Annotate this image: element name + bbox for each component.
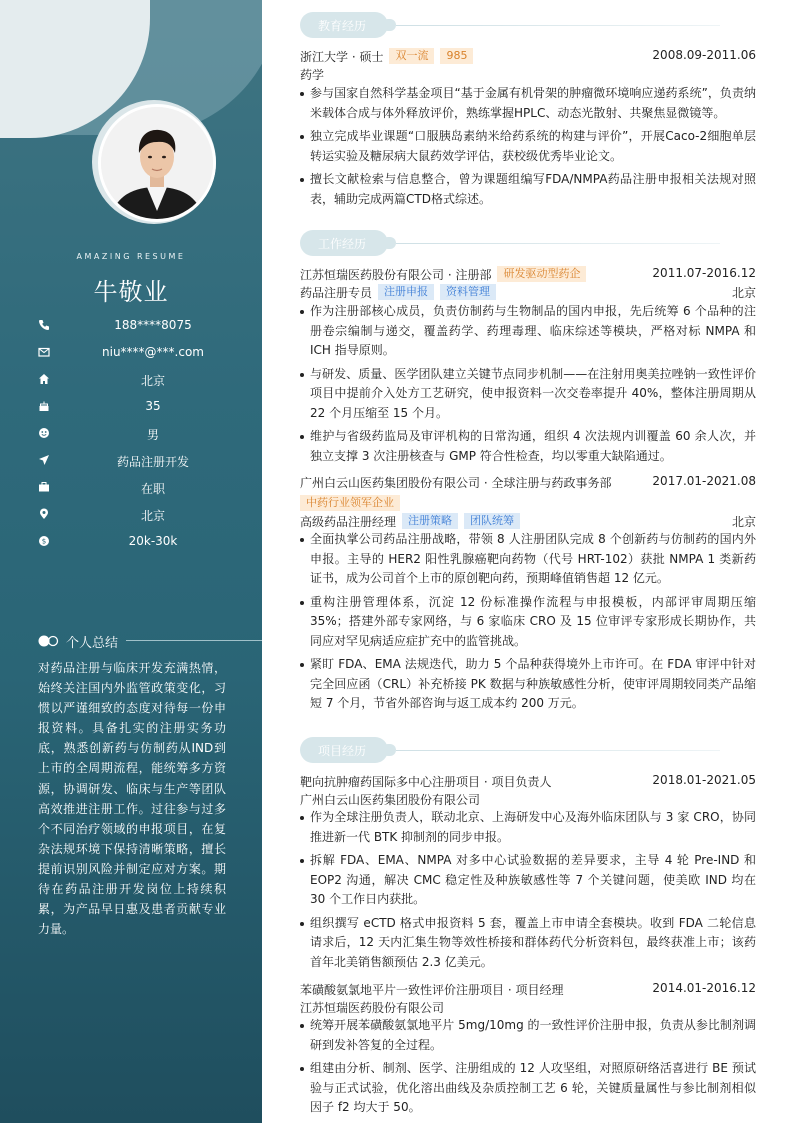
project-header xyxy=(300,773,756,791)
project-org-row xyxy=(300,999,756,1017)
job-city: 北京 xyxy=(731,286,756,300)
email-address: niu****@***.com xyxy=(102,345,204,359)
section-pill-tail xyxy=(382,237,396,249)
age: 35 xyxy=(145,399,161,413)
education-bullets xyxy=(300,84,756,213)
section-divider xyxy=(396,243,720,244)
section-divider xyxy=(396,25,720,26)
info-hometown xyxy=(38,371,238,389)
section-divider xyxy=(396,750,720,751)
role-tag: 资料管理 xyxy=(440,284,496,300)
job-role: 药品注册专员 xyxy=(300,286,373,300)
job-role-row xyxy=(300,284,756,302)
list-item: 作为全球注册负责人，联动北京、上海研发中心及海外临床团队与 3 家 CRO，协同推进新一代 BTK 抑制剂的同步申报。 xyxy=(300,808,756,847)
info-location xyxy=(38,506,238,524)
list-item: 组建由分析、制剂、医学、注册组成的 12 人攻坚组，对照原研络活喜进行 BE 预试验与正式试验，优化溶出曲线及杂质控制工艺 6 轮，关键质量属性与参比制剂相似因子 f2 均大于 50。 xyxy=(300,1059,756,1118)
section-title: 项目经历 xyxy=(318,744,367,758)
mail-icon xyxy=(38,346,50,358)
summary-text: 对药品注册与临床开发充满热情，始终关注国内外监管政策变化，习惯以严谨细致的态度对待每一份申报资料。具备扎实的注册实务功底，熟悉创新药与仿制药从IND到上市的全周期流程，能统筹多方资源，协调研发、临床与生产等团队高效推进注册工作。过往参与过多个不同治疗领域的申报项目，在复杂法规环境下保持清晰策略，擅长提前识别风险并制定应对方案。期待在药品注册开发岗位上持续积累，为产品早日惠及患者贡献专业力量。 xyxy=(38,661,226,937)
job-date: 2011.07-2016.12 xyxy=(652,266,756,280)
role-tag: 注册策略 xyxy=(402,513,458,529)
avatar-portrait xyxy=(101,107,213,219)
education-header xyxy=(300,48,756,66)
project-org: 广州白云山医药集团股份有限公司 xyxy=(300,793,481,807)
project-header xyxy=(300,981,756,999)
info-age xyxy=(38,398,238,416)
gender-icon xyxy=(38,427,50,439)
school-name: 浙江大学 · 硕士 xyxy=(300,50,384,64)
info-status xyxy=(38,479,238,497)
info-phone xyxy=(38,317,238,335)
home-icon xyxy=(38,373,50,385)
cake-icon xyxy=(38,400,50,412)
avatar xyxy=(98,104,216,222)
project-date: 2018.01-2021.05 xyxy=(652,773,756,787)
section-title: 教育经历 xyxy=(318,19,367,33)
info-email xyxy=(38,344,238,362)
list-item: 紧盯 FDA、EMA 法规迭代，助力 5 个品种获得境外上市许可。在 FDA 审评中针对完全回应函（CRL）补充桥接 PK 数据与种族敏感性分析，使审评周期较同类产品缩短 7 个月，节省外部咨询与返工成本约 200 万元。 xyxy=(300,655,756,714)
target-position: 药品注册开发 xyxy=(116,455,189,469)
toggle-icon xyxy=(38,634,60,648)
project-date: 2014.01-2016.12 xyxy=(652,981,756,995)
hometown: 北京 xyxy=(140,374,165,388)
info-salary xyxy=(38,533,238,551)
project-bullets xyxy=(300,1016,756,1122)
list-item: 参与国家自然科学基金项目“基于金属有机骨架的肿瘤微环境响应递药系统”，负责纳米载体合成与体外释放评价，熟练掌握HPLC、动态光散射、共聚焦显微镜等。 xyxy=(300,84,756,123)
job-date: 2017.01-2021.08 xyxy=(652,474,756,488)
job-role-row xyxy=(300,513,756,531)
project-name: 苯磺酸氨氯地平片一致性评价注册项目 · 项目经理 xyxy=(300,983,564,997)
summary-divider xyxy=(126,640,262,641)
list-item: 擅长文献检索与信息整合，曾为课题组编写FDA/NMPA药品注册申报相关法规对照表，辅助完成两篇CTD格式综述。 xyxy=(300,170,756,209)
project-bullets xyxy=(300,808,756,976)
company-tag: 中药行业领军企业 xyxy=(300,495,400,511)
list-item: 作为注册部核心成员，负责仿制药与生物制品的国内申报，先后统筹 6 个品种的注册卷宗编制与递交，覆盖药学、药理毒理、临床综述等模块，严格对标 NMPA 和 ICH 指导原则。 xyxy=(300,302,756,361)
send-icon xyxy=(38,454,50,466)
company-tag: 研发驱动型药企 xyxy=(497,266,586,282)
job-header xyxy=(300,266,756,284)
list-item: 与研发、质量、医学团队建立关键节点同步机制——在注射用奥美拉唑钠一致性评价项目中提前介入处方工艺研究，使申报资料一次交卷率提升 40%，整体注册周期从 22 个月压缩至 15 个月。 xyxy=(300,365,756,424)
list-item: 独立完成毕业课题“口服胰岛素纳米给药系统的构建与评价”，开展Caco-2细胞单层转运实验及糖尿病大鼠药效学评估，获校级优秀毕业论文。 xyxy=(300,127,756,166)
job-city: 北京 xyxy=(731,515,756,529)
education-date: 2008.09-2011.06 xyxy=(652,48,756,62)
job-bullets xyxy=(300,530,756,718)
desired-city: 北京 xyxy=(140,509,165,523)
salary-icon xyxy=(38,535,50,547)
job-bullets xyxy=(300,302,756,470)
project-name: 靶向抗肿瘤药国际多中心注册项目 · 项目负责人 xyxy=(300,775,552,789)
role-tag: 注册申报 xyxy=(378,284,434,300)
list-item: 全面执掌公司药品注册战略，带领 8 人注册团队完成 8 个创新药与仿制药的国内外申报。主导的 HER2 阳性乳腺癌靶向药物（代号 HRT-102）获批 NMPA 1 类新药证书，成为公司首个上市的原创靶向药，预期峰值销售超 12 亿元。 xyxy=(300,530,756,589)
school-tag: 双一流 xyxy=(389,48,434,64)
person-name: 牛敬业 xyxy=(93,278,169,306)
school-tag: 985 xyxy=(440,48,473,64)
section-header-work xyxy=(300,230,720,256)
summary-title: 个人总结 xyxy=(66,636,119,651)
phone-number: 188****8075 xyxy=(114,318,192,332)
major: 药学 xyxy=(300,68,325,82)
section-header-projects xyxy=(300,737,720,763)
info-gender xyxy=(38,425,238,443)
location-icon xyxy=(38,508,50,520)
job-role: 高级药品注册经理 xyxy=(300,515,397,529)
section-title: 工作经历 xyxy=(318,237,367,251)
section-pill-tail xyxy=(382,19,396,31)
svg-text:$: $ xyxy=(41,537,47,546)
section-header-education xyxy=(300,12,720,38)
role-tag: 团队统筹 xyxy=(464,513,520,529)
sidebar xyxy=(0,0,262,1123)
resume-subtitle: AMAZING RESUME xyxy=(76,252,186,261)
job-status: 在职 xyxy=(140,482,165,496)
gender: 男 xyxy=(146,428,159,442)
section-pill-tail xyxy=(382,744,396,756)
project-org-row xyxy=(300,791,756,809)
list-item: 重构注册管理体系，沉淀 12 份标准操作流程与申报模板，内部评审周期压缩 35%；搭建外部专家网络，与 6 家临床 CRO 及 15 位审评专家形成长期协作，共同应对罕见病适应症扩充中的监管挑战。 xyxy=(300,593,756,652)
company-name: 江苏恒瑞医药股份有限公司 · 注册部 xyxy=(300,268,492,282)
job-header xyxy=(300,474,756,492)
job-company-tag-row xyxy=(300,495,756,513)
briefcase-icon xyxy=(38,481,50,493)
list-item: 维护与省级药监局及审评机构的日常沟通，组织 4 次法规内训覆盖 60 余人次，并独立支撑 3 次注册核查与 GMP 符合性检查，均以零重大缺陷通过。 xyxy=(300,427,756,466)
education-major-row xyxy=(300,66,756,84)
project-org: 江苏恒瑞医药股份有限公司 xyxy=(300,1001,445,1015)
list-item: 组织撰写 eCTD 格式申报资料 5 套，覆盖上市申请全套模块。收到 FDA 二轮信息请求后，12 天内汇集生物等效性桥接和群体药代分析资料包，最终获准上市；该药首年北美销售额预估 2.3 亿美元。 xyxy=(300,914,756,973)
list-item: 统筹开展苯磺酸氨氯地平片 5mg/10mg 的一致性评价注册申报，负责从参比制剂调研到发补答复的全过程。 xyxy=(300,1016,756,1055)
list-item: 拆解 FDA、EMA、NMPA 对多中心试验数据的差异要求，主导 4 轮 Pre-IND 和 EOP2 沟通，解决 CMC 稳定性及种族敏感性等 7 个关键问题，使美欧 IND 均在 30 个工作日内获批。 xyxy=(300,851,756,910)
phone-icon xyxy=(38,319,50,331)
info-target-position xyxy=(38,452,238,470)
summary-header xyxy=(38,632,228,650)
expected-salary: 20k-30k xyxy=(128,534,178,548)
company-name: 广州白云山医药集团股份有限公司 · 全球注册与药政事务部 xyxy=(300,476,612,490)
